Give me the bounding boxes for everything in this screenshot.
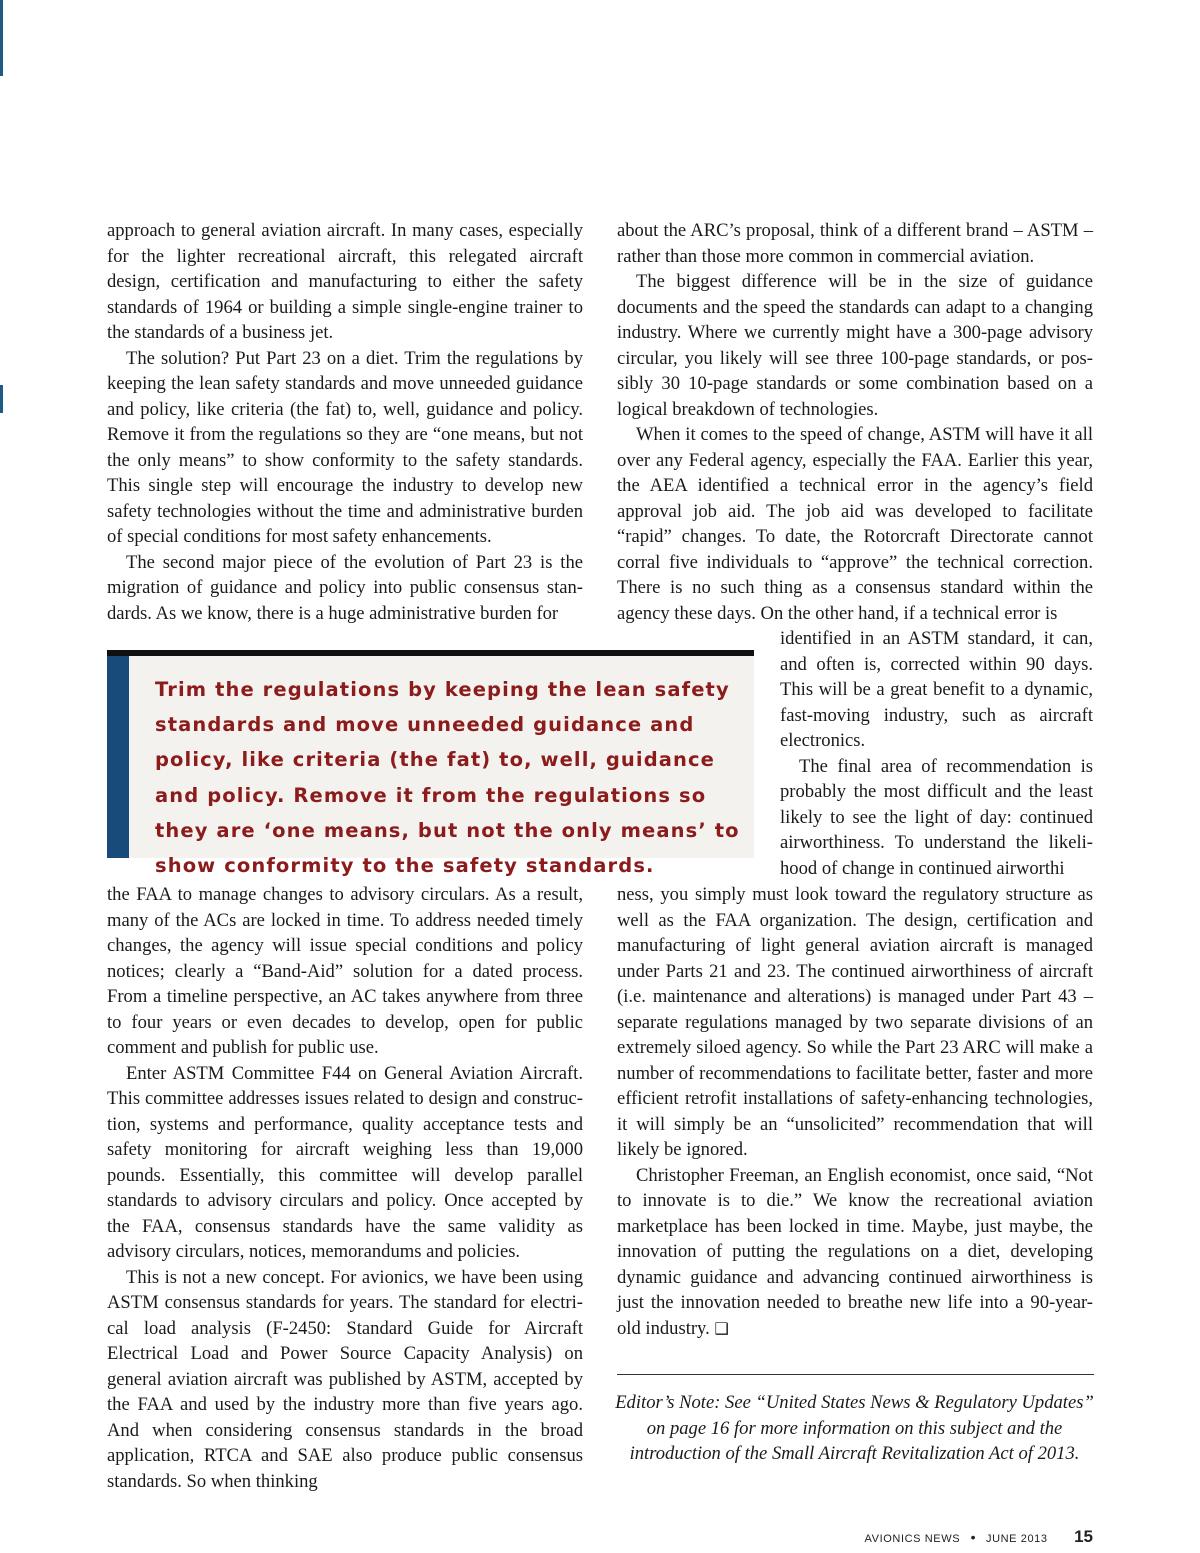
issue-date: JUNE 2013 bbox=[985, 1533, 1048, 1545]
paragraph: The second major piece of the evolution of Part 23 is the migration of guidance and policy into public consensus standards. As we know, there is a huge administrative burden for bbox=[107, 551, 583, 624]
article-column-left-bottom bbox=[107, 882, 583, 1494]
paragraph: The final area of recommendation is probably the most difficult and the least likely to see the light of day: continued airworthiness. To understand the likelihood of change in continued airworthi bbox=[780, 755, 1093, 879]
pull-quote bbox=[107, 650, 754, 878]
paragraph: This is not a new concept. For avionics, we have been using ASTM consensus standards for years. The standard for electrical load analysis (F-2450: Standard Guide for Aircraft Electrical Load and Power Source Capacity Analysis) on general aviation aircraft was published by ASTM, accepted by the FAA and used by the industry more than five years ago. And when considering consensus standards in the broad application, RTCA and SAE also produce public consensus standards. So when thinking bbox=[107, 1266, 583, 1492]
editor-note: Editor’s Note: See “United States News & Regulatory Updates” on page 16 for more information on this subject and the introduction of the Small Aircraft Revitalization Act of 2013. bbox=[615, 1392, 1094, 1464]
editor-note-divider bbox=[617, 1374, 1094, 1375]
page-edge-mark-middle bbox=[0, 385, 3, 413]
page-number: 15 bbox=[1074, 1527, 1093, 1546]
paragraph: the FAA to manage changes to advisory circulars. As a result, many of the ACs are locked in time. To address needed timely changes, the agency will issue special conditions and policy notices; clearly a “Band-Aid” solution for a dated process. From a timeline perspective, an AC takes anywhere from three to four years or even decades to develop, open for public comment and publish for public use. bbox=[107, 884, 583, 1058]
paragraph: approach to general aviation aircraft. In many cases, especially for the lighter recreational aircraft, this relegated aircraft design, certification and manufacturing to either the safety standards of 1964 or building a simple single-engine trainer to the standards of a business jet. bbox=[107, 220, 583, 343]
publication-name: AVIONICS NEWS bbox=[864, 1533, 961, 1545]
end-of-article-mark: ❑ bbox=[714, 1318, 729, 1338]
paragraph: ness, you simply must look toward the regulatory structure as well as the FAA organization. The design, certification and manufacturing of light general aviation aircraft is managed under Parts 21 and 23. The continued airworthiness of aircraft (i.e. maintenance and alterations) is managed under Part 43 – separate regulations managed by two separate divisions of an extremely siloed agency. So while the Part 23 ARC will make a number of recommendations to facilitate better, faster and more efficient retrofit installations of safety-enhancing technologies, it will simply be an “unsolicited” recommendation that will likely be ignored. bbox=[617, 884, 1093, 1160]
page-footer bbox=[865, 1527, 1093, 1547]
article-column-right-top bbox=[617, 218, 1093, 626]
paragraph: When it comes to the speed of change, ASTM will have it all over any Federal agency, especially the FAA. Earlier this year, the AEA identified a technical error in the agency’s field approval job aid. The job aid was developed to facilitate “rapid” changes. To date, the Rotorcraft Directorate cannot corral five individuals to “approve” the technical correction. There is no such thing as a consensus standard within the agency these days. On the other hand, if a technical error is bbox=[617, 424, 1093, 624]
article-column-right-bottom bbox=[617, 882, 1093, 1341]
paragraph: about the ARC’s proposal, think of a different brand – ASTM – rather than those more common in commercial aviation. bbox=[617, 220, 1093, 267]
pull-quote-accent-bar bbox=[107, 656, 129, 858]
page-edge-mark-top bbox=[0, 0, 3, 76]
paragraph-final-text: Christopher Freeman, an English economist, once said, “Not to innovate is to die.” We know the recreational aviation marketplace has been locked in time. Maybe, just maybe, the innovation of putting the regulations on a diet, developing dynamic guidance and advancing continued airworthiness is just the innovation needed to breathe new life into a 90-year-old industry. bbox=[617, 1164, 1093, 1339]
article-column-right-narrow bbox=[780, 626, 1093, 881]
paragraph: The biggest difference will be in the size of guidance documents and the speed the standards can adapt to a changing industry. Where we currently might have a 300-page advisory circular, you likely will see three 100-page standards, or possibly 30 10-page standards or some combination based on a logical breakdown of technologies. bbox=[617, 271, 1093, 420]
paragraph-final bbox=[617, 1163, 1093, 1342]
paragraph: Enter ASTM Committee F44 on General Aviation Aircraft. This committee addresses issues related to design and construction, systems and performance, quality acceptance tests and safety monitoring for aircraft weighing less than 19,000 pounds. Essentially, this committee will develop parallel standards to advisory circulars and policy. Once accepted by the FAA, consensus standards have the same validity as advisory circulars, notices, memorandums and policies. bbox=[107, 1062, 583, 1262]
article-column-left-top bbox=[107, 218, 583, 626]
pull-quote-text: Trim the regulations by keeping the lean safety standards and move unneeded guidance and policy, like criteria (the fat) to, well, guidance and policy. Remove it from the regulations so they are ‘one means, but not the only means’ to show conformity to the safety standards. bbox=[155, 678, 740, 878]
footer-bullet: • bbox=[970, 1529, 976, 1545]
paragraph: identified in an ASTM standard, it can, and often is, corrected within 90 days. This will be a great benefit to a dynamic, fast-moving industry, such as aircraft electronics. bbox=[780, 628, 1093, 751]
paragraph: The solution? Put Part 23 on a diet. Trim the regulations by keeping the lean safety standards and move unneeded guidance and policy, like criteria (the fat) to, well, guidance and policy. Remove it from the regulations so they are “one means, but not the only means” to show conformity to the safety standards. This single step will encourage the industry to develop new safety technologies without the time and administrative burden of special conditions for most safety enhancements. bbox=[107, 347, 583, 547]
